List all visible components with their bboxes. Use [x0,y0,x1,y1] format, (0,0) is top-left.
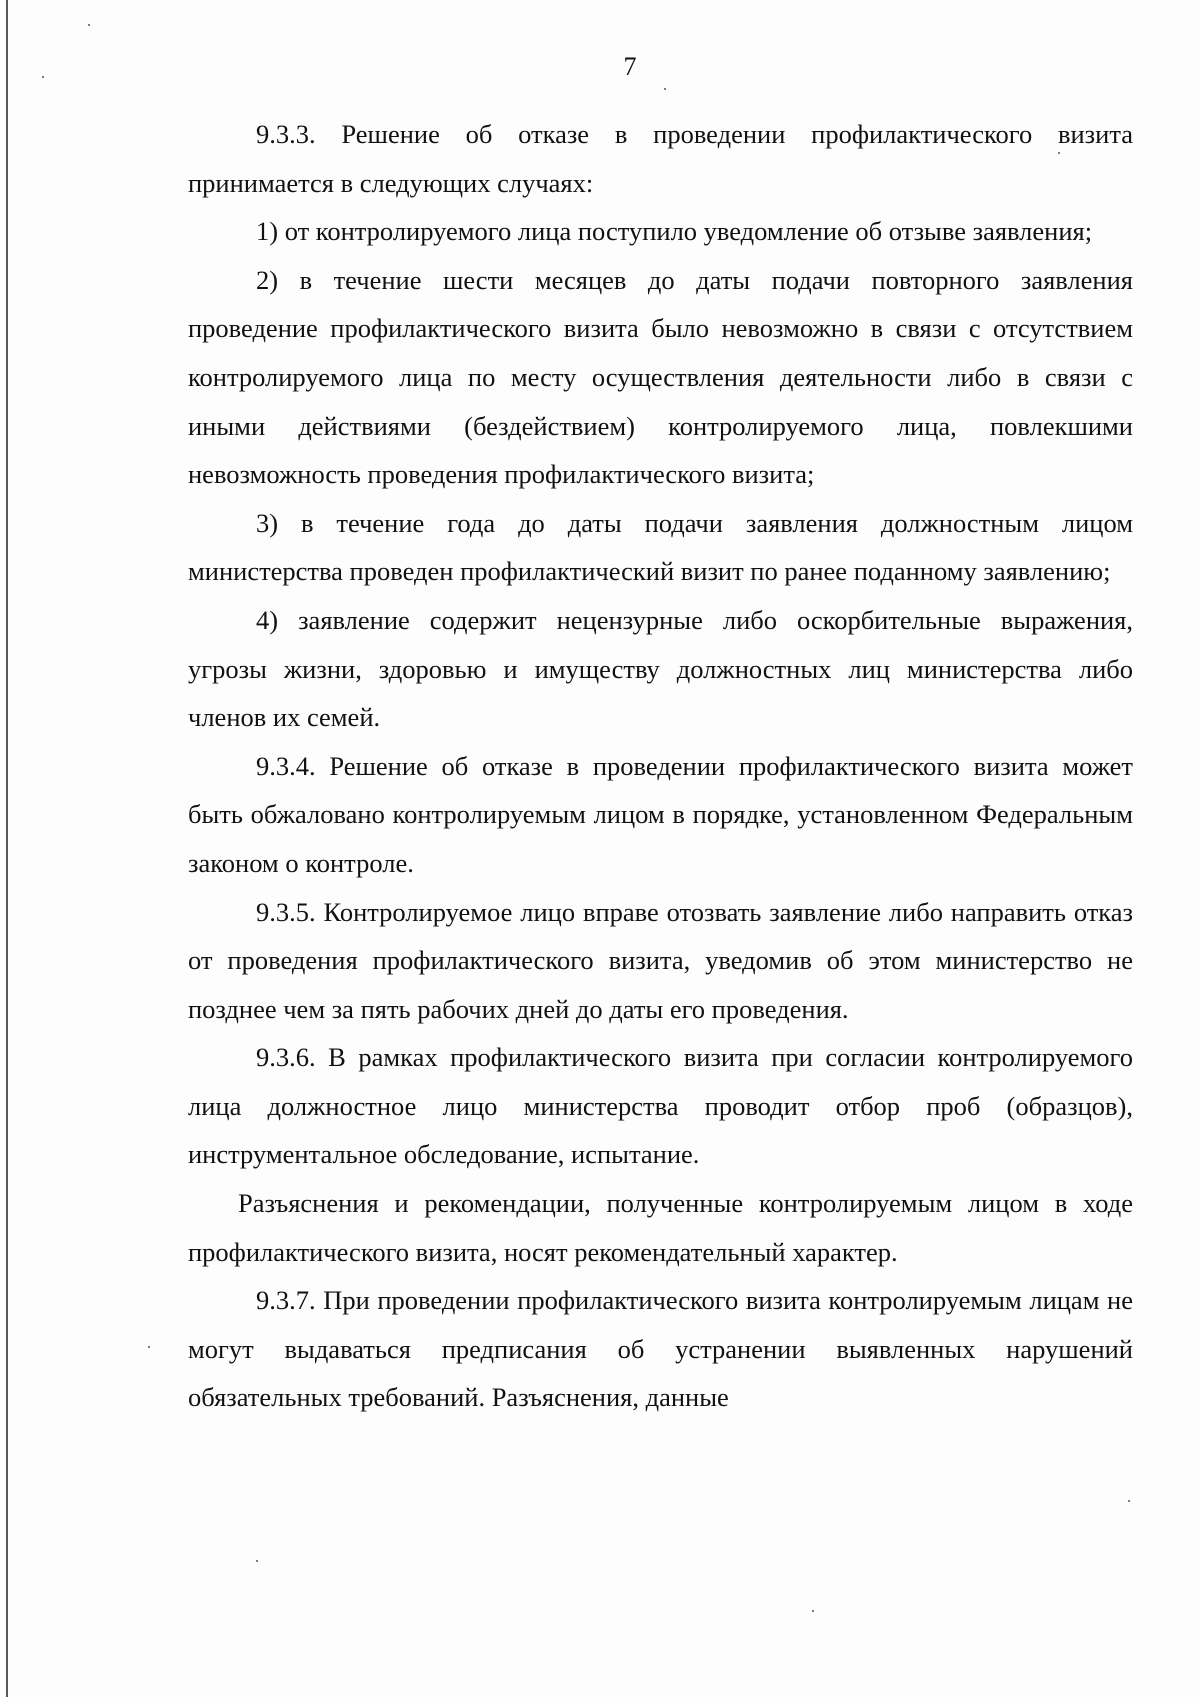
list-item-4: 4) заявление содержит нецензурные либо оскорбительные выражения, угрозы жизни, здоровью и имуществу должностных лиц министерства либо членов их семей. [188,604,1133,733]
scan-speck [1128,1500,1130,1502]
document-body [188,110,1133,1422]
paragraph-9-3-3: 9.3.3. Решение об отказе в проведении профилактического визита принимается в следующих случаях: [188,119,1133,198]
scan-left-edge [6,0,8,1697]
scan-speck [664,88,666,90]
scan-speck [148,1346,150,1348]
scan-speck [812,1610,814,1612]
paragraph-9-3-5: 9.3.5. Контролируемое лицо вправе отозвать заявление либо направить отказ от проведения профилактического визита, уведомив об этом министерство не позднее чем за пять рабочих дней до даты его проведения. [188,896,1133,1024]
paragraph-9-3-7: 9.3.7. При проведении профилактического визита контролируемым лицам не могут выдаваться предписания об устранении выявленных нарушений обязательных требований. Разъяснения, данные [188,1285,1133,1413]
paragraph-clarifications: Разъяснения и рекомендации, полученные контролируемым лицом в ходе профилактического визита, носят рекомендательный характер. [188,1188,1133,1267]
paragraph-9-3-4: 9.3.4. Решение об отказе в проведении профилактического визита может быть обжаловано контролируемым лицом в порядке, установленном Федеральным законом о контроле. [188,750,1133,878]
paragraph-9-3-6: 9.3.6. В рамках профилактического визита при согласии контролируемого лица должностное лицо министерства проводит отбор проб (образцов), инструментальное обследование, испытание. [188,1042,1133,1170]
scan-speck [88,24,90,26]
list-item-1: 1) от контролируемого лица поступило уведомление об отзыве заявления; [256,216,1093,247]
list-item-3: 3) в течение года до даты подачи заявления должностным лицом министерства проведен профилактический визит по ранее поданному заявлению; [188,507,1133,587]
page-number: 7 [623,52,637,81]
scan-speck [256,1560,258,1562]
list-item-2: 2) в течение шести месяцев до даты подачи повторного заявления проведение профилактического визита было невозможно в связи с отсутствием контролируемого лица по месту осуществления деятельности либо в связи с иными действиями (бездействием) контролируемого лица, повлекшими невозможность проведения профилактического визита; [188,264,1133,490]
